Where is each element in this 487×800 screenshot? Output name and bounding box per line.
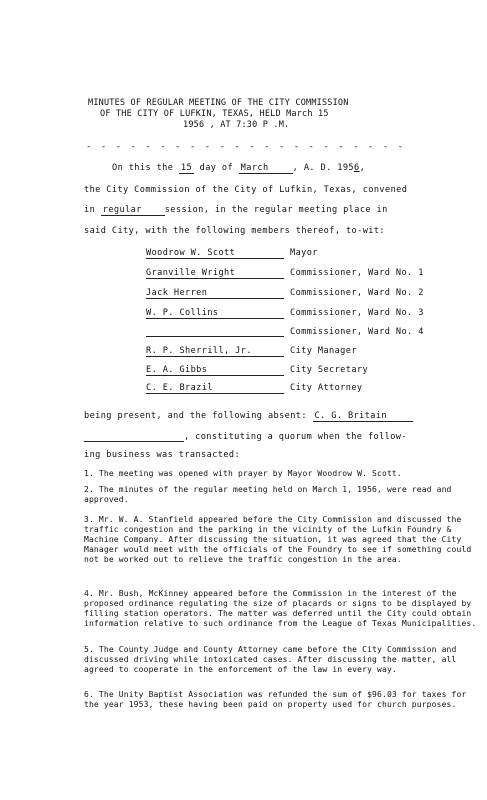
meeting-year-digit: 6 (354, 163, 360, 173)
roster-title: Commissioner, Ward No. 1 (290, 268, 424, 278)
opening-text-d: , (359, 163, 366, 173)
roster-title: City Manager (290, 346, 357, 356)
presence-line-1 (84, 411, 413, 422)
roster-row (146, 326, 424, 337)
minutes-item: 4. Mr. Bush, McKinney appeared before the Commission in the interest of the proposed ordinance regulating the size of placards or signs to be displayed by filling station operators. The matter was deferred until the City could obtain information relative to such ordinance from the League of Texas Municipalities. (84, 589, 477, 628)
roster-row (146, 288, 424, 299)
opening-text-a: On this the (112, 163, 174, 173)
header-line-2 (100, 109, 329, 119)
roster-row (146, 365, 368, 376)
separator-line: - - - - - - - - - - - - - - - - - - - - - - (86, 142, 405, 152)
minutes-item: 2. The minutes of the regular meeting held on March 1, 1956, were read and approved. (84, 485, 452, 504)
absent-member: C. G. Britain (313, 411, 413, 422)
roster-name: R. P. Sherrill, Jr. (146, 346, 284, 357)
roster-title: Commissioner, Ward No. 3 (290, 308, 424, 318)
minutes-item: 6. The Unity Baptist Association was refunded the sum of $96.03 for taxes for the year 1953, these having been paid on property used for church purposes. (84, 690, 467, 709)
header-line-1-text: MINUTES OF REGULAR MEETING OF THE CITY COMMISSION (88, 98, 349, 108)
roster-row (146, 308, 424, 319)
roster-title: Mayor (290, 248, 318, 258)
opening-line-3 (84, 205, 388, 216)
roster-name: E. A. Gibbs (146, 365, 284, 376)
absent-blank (84, 431, 184, 442)
roster-name: W. P. Collins (146, 308, 284, 319)
opening-text-c: , A. D. 195 (292, 163, 354, 173)
roster-title: Commissioner, Ward No. 2 (290, 288, 424, 298)
session-type: regular (101, 205, 165, 216)
opening-text-in: in (84, 205, 96, 215)
opening-text-b: day of (199, 163, 234, 173)
meeting-month: March (239, 163, 293, 174)
header-line-3-text: 1956 , AT 7:30 P .M. (183, 120, 290, 130)
roster-title: City Attorney (290, 383, 363, 393)
roster-row (146, 383, 362, 394)
roster-row (146, 268, 424, 279)
header-line-1 (88, 98, 349, 108)
opening-line-1 (112, 163, 365, 174)
opening-line-2: the City Commission of the City of Lufkin, Texas, convened (84, 185, 408, 195)
minutes-item: 5. The County Judge and County Attorney came before the City Commission and discussed driving while intoxicated cases. After discussing the matter, all agreed to cooperate in the enforcement of the law in every way. (84, 645, 457, 674)
minutes-item: 3. Mr. W. A. Stanfield appeared before the City Commission and discussed the traffic congestion and the parking in the vicinity of the Lufkin Foundry & Machine Company. After discussing the situation, it was agreed that the City Manager would meet with the officials of the Foundry to see if something could not be worked out to relieve the traffic congestion in the area. (84, 515, 472, 564)
roster-name (146, 326, 284, 337)
roster-title: City Secretary (290, 365, 369, 375)
roster-row (146, 346, 357, 357)
roster-title: Commissioner, Ward No. 4 (290, 327, 424, 337)
opening-text-session: session, in the regular meeting place in (164, 205, 388, 215)
meeting-day: 15 (180, 163, 193, 173)
presence-line-3: ing business was transacted: (84, 450, 241, 460)
quorum-text: , constituting a quorum when the follow- (184, 432, 407, 442)
roster-name: C. E. Brazil (146, 383, 284, 394)
presence-text: being present, and the following absent: (84, 411, 307, 421)
opening-line-4: said City, with the following members thereof, to-wit: (84, 226, 385, 236)
roster-name: Granville Wright (146, 268, 284, 279)
roster-row (146, 248, 318, 259)
header-line-2-text: OF THE CITY OF LUFKIN, TEXAS, HELD March 15 (100, 109, 329, 119)
presence-line-2 (84, 431, 407, 442)
roster-name: Jack Herren (146, 288, 284, 299)
minutes-item: 1. The meeting was opened with prayer by Mayor Woodrow W. Scott. (84, 469, 402, 478)
roster-name: Woodrow W. Scott (146, 248, 284, 259)
header-line-3 (183, 120, 289, 130)
